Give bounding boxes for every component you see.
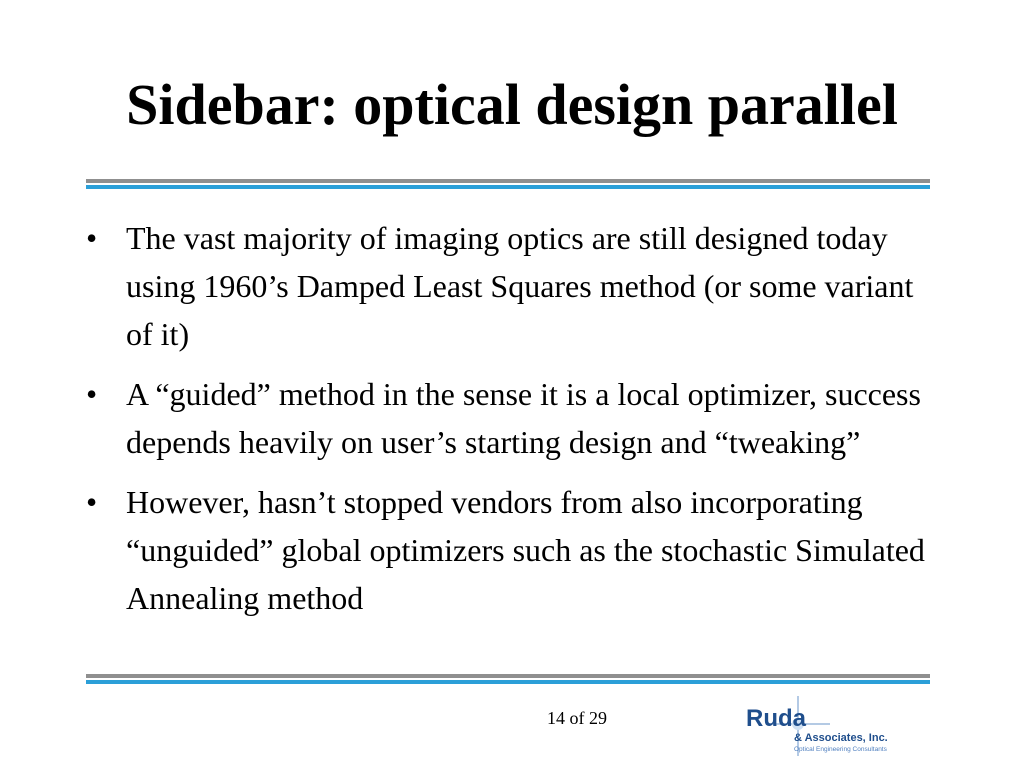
footer-divider <box>86 674 930 684</box>
slide-title: Sidebar: optical design parallel <box>126 72 898 137</box>
logo-name: Ruda <box>746 705 806 732</box>
bullet-dot: • <box>86 376 98 412</box>
bullet-item <box>86 370 926 466</box>
logo-line2: & Associates, Inc. <box>794 732 888 744</box>
logo-tagline: Optical Engineering Consultants <box>794 746 887 753</box>
bullet-item <box>86 214 926 358</box>
page-number: 14 of 29 <box>547 708 607 728</box>
company-logo <box>738 696 908 756</box>
bullet-item <box>86 478 926 622</box>
bullet-text: A “guided” method in the sense it is a local optimizer, success depends heavily on user’s starting design and “tweaking” <box>126 376 921 460</box>
bullet-dot: • <box>86 484 98 520</box>
bullet-text: However, hasn’t stopped vendors from also incorporating “unguided” global optimizers such as the stochastic Simulated Annealing method <box>126 484 925 616</box>
title-divider <box>86 179 930 189</box>
bullet-dot: • <box>86 220 98 256</box>
bullet-list <box>86 214 926 634</box>
bullet-text: The vast majority of imaging optics are still designed today using 1960’s Damped Least Squares method (or some variant of it) <box>126 220 914 352</box>
